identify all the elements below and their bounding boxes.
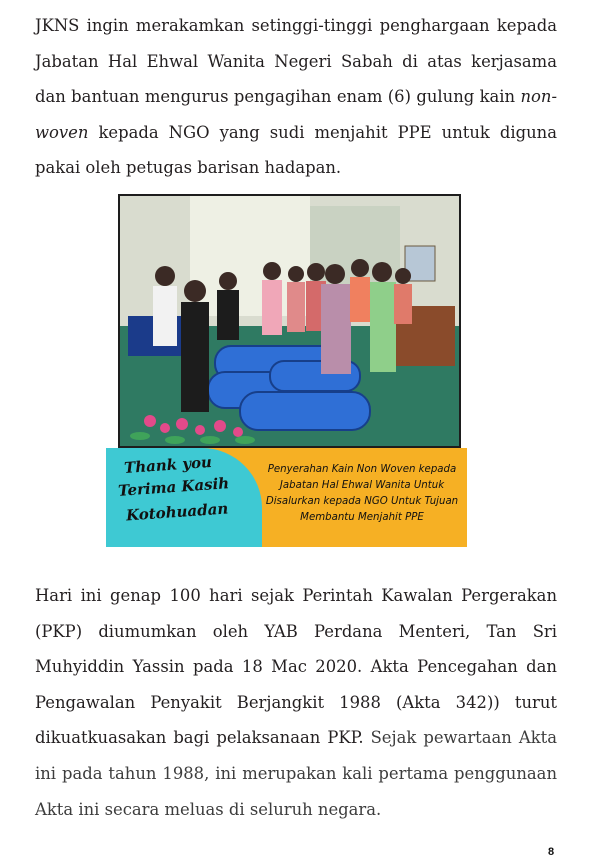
photo-caption: Penyerahan Kain Non Woven kepada Jabatan Hal Ehwal Wanita Untuk Disalurkan kepada NGO Untuk Tujuan Membantu Menjahit PPE bbox=[265, 464, 459, 523]
thanks-english: Thank you bbox=[123, 452, 213, 478]
thanks-kadazan: Kotohuadan bbox=[125, 499, 229, 525]
thanks-malay: Terima Kasih bbox=[117, 474, 230, 500]
intro-paragraph bbox=[35, 8, 557, 186]
pkp-paragraph bbox=[35, 578, 557, 827]
pkp-text-part2: Sejak pewartaan Akta ini pada tahun 1988, ini merupakan kali pertama penggunaan Akta ini secara meluas di seluruh negara. bbox=[35, 728, 557, 819]
intro-emphasis: non-woven bbox=[35, 87, 557, 142]
group-photo-illustration bbox=[120, 196, 459, 446]
intro-text-part2: kepada NGO yang sudi menjahit PPE untuk diguna pakai oleh petugas barisan hadapan. bbox=[35, 122, 557, 178]
handover-figure bbox=[106, 194, 467, 547]
group-photo bbox=[118, 194, 461, 448]
page-number: 8 bbox=[548, 846, 555, 858]
intro-text-part1: JKNS ingin merakamkan setinggi-tinggi penghargaan kepada Jabatan Hal Ehwal Wanita Negeri Sabah di atas kerjasama dan bantuan mengurus pengagihan enam (6) gulung kain bbox=[35, 16, 557, 107]
pkp-text-part1: Hari ini genap 100 hari sejak Perintah Kawalan Pergerakan (PKP) diumumkan oleh YAB Perdana Menteri, Tan Sri Muhyiddin Yassin pada 18 Mac 2020. Akta Pencegahan dan Pengawalan Penyakit Berjangkit 1988 (Akta 342)) turut dikuatkuasakan bagi pelaksanaan PKP. bbox=[35, 586, 557, 748]
